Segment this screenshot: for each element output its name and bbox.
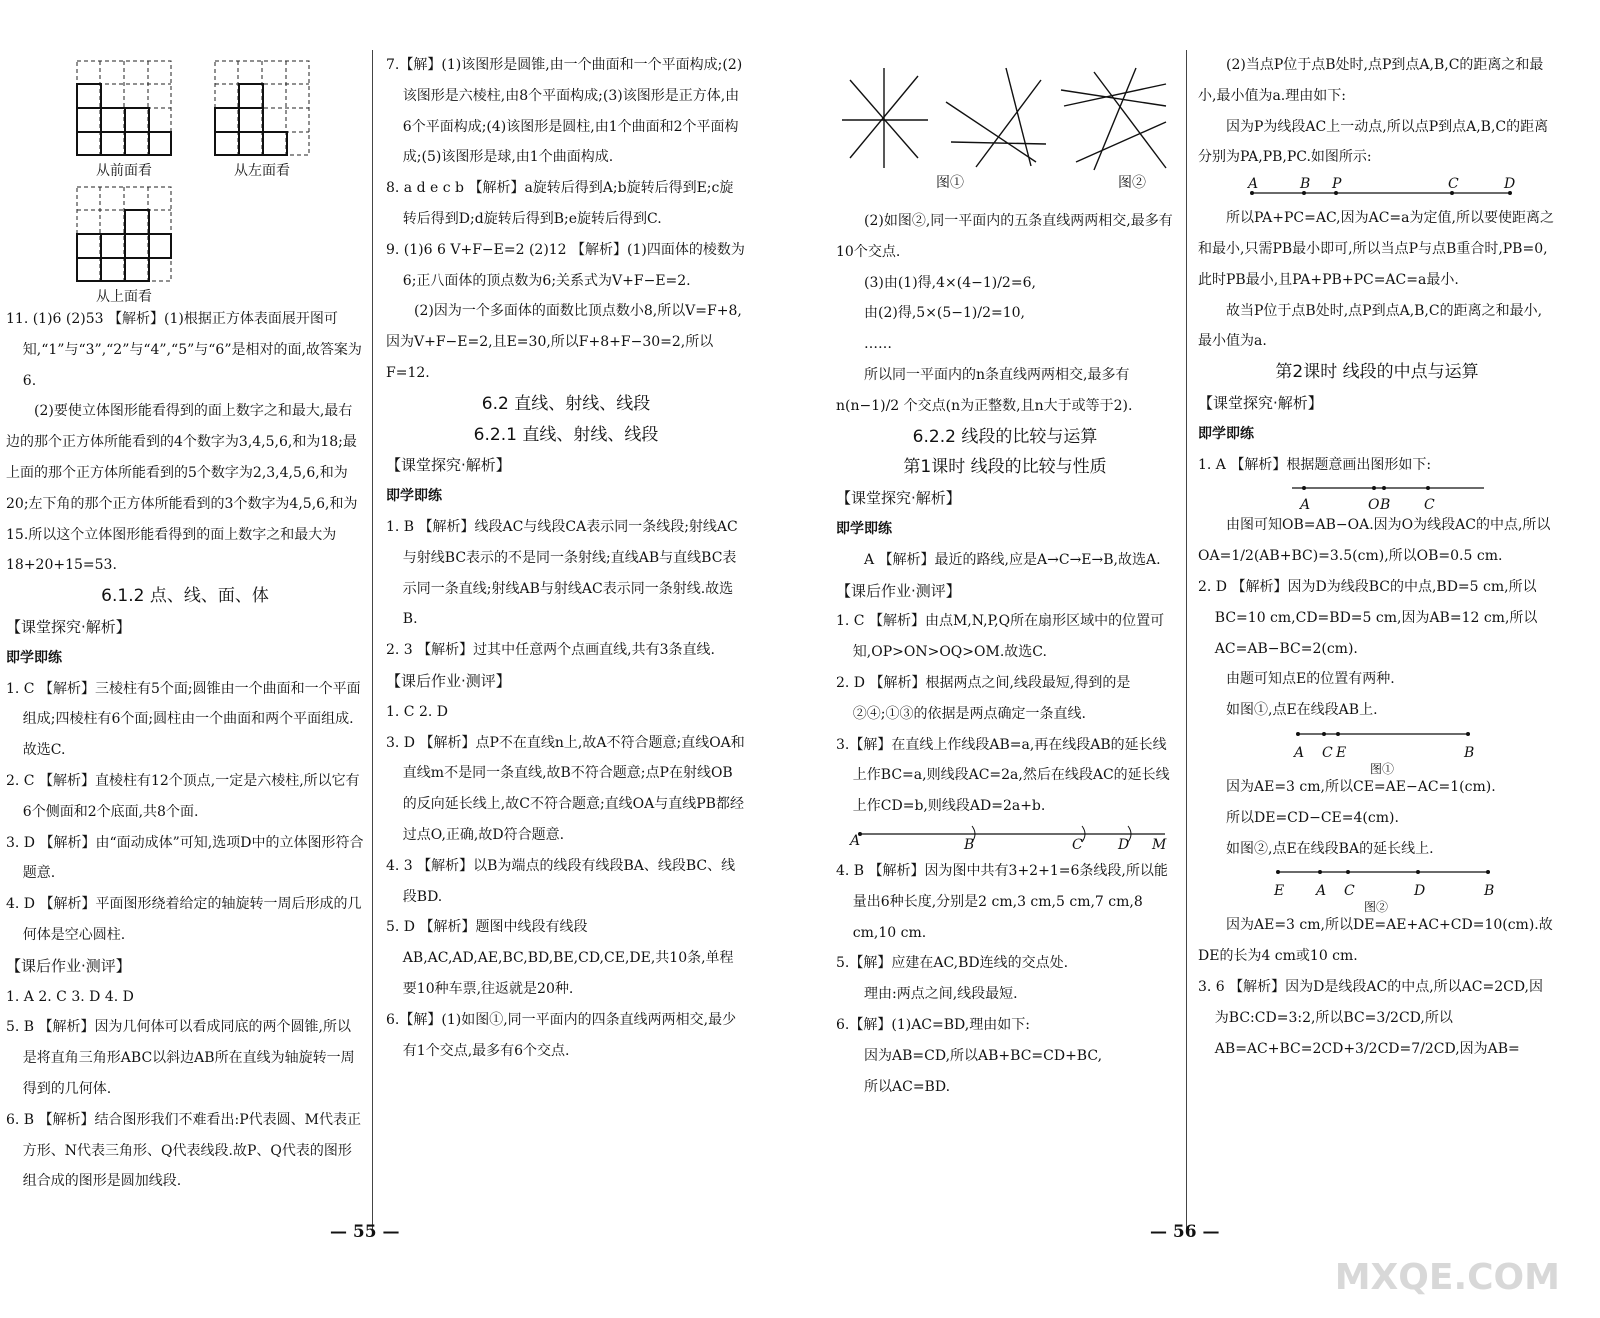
answer-6-part2-reason: 因为P为线段AC上一动点,所以点P到点A,B,C的距离分别为PA,PB,PC.如图所示:: [1198, 118, 1549, 166]
label-b: B: [1380, 497, 1391, 514]
fig2-caption: 图②: [1364, 900, 1389, 915]
segment-abcdm-svg: [850, 822, 1180, 852]
front-view-figure: [76, 60, 172, 180]
segment-abpcd: [1198, 173, 1556, 203]
answer-4: 4. D 【解析】平面图形绕着给定的轴旋转一周后形成的几何体是空心圆柱.: [6, 896, 362, 943]
label-b: B: [964, 836, 975, 853]
practice-heading: 即学即练: [836, 520, 892, 537]
watermark: MXQE.COM: [1334, 1257, 1560, 1298]
answer-6-conclusion: 所以同一平面内的n条直线两两相交,最多有 n(n−1)/2 个交点(n为正整数,且n大于或等于2).: [836, 366, 1133, 414]
page-number-56: — 56 —: [1150, 1222, 1220, 1242]
answer-6-part2: (2)如图②,同一平面内的五条直线两两相交,最多有10个交点.: [836, 213, 1173, 260]
page55-column-2: [386, 50, 746, 1066]
homework-answers: 1. A 2. C 3. D 4. D: [6, 988, 134, 1005]
label-c: C: [1322, 744, 1333, 761]
homework-answer-6-step: 因为AB=CD,所以AB+BC=CD+BC,: [864, 1047, 1103, 1064]
homework-answer-6: 6.【解】(1)如图①,同一平面内的四条直线两两相交,最少有1个交点,最多有6个交点.: [386, 1011, 737, 1059]
label-a: A: [1248, 176, 1259, 193]
page-number-55: — 55 —: [330, 1222, 400, 1242]
label-b: B: [1484, 883, 1495, 900]
answer-6-part3-b: 由(2)得,5×(5−1)/2=10,: [864, 305, 1026, 322]
top-view-grid: [76, 186, 172, 282]
homework-answer-6-result: 所以AC=BD.: [864, 1078, 951, 1095]
answer-6-part2-conclusion: 故当P位于点B处时,点P到点A,B,C的距离之和最小,最小值为a.: [1198, 302, 1543, 350]
label-a: A: [1316, 883, 1327, 900]
answer-8: 8. a d e c b 【解析】a旋转后得到A;b旋转后得到E;c旋转后得到D;d旋转后得到B;e旋转后得到C.: [386, 180, 734, 227]
segment-aceb-fig1: [1198, 726, 1556, 776]
intersecting-lines-svg: [836, 62, 1176, 174]
answer-6-part2: (2)当点P位于点B处时,点P到点A,B,C的距离之和最小,最小值为a.理由如下:: [1198, 57, 1544, 104]
label-b: B: [1300, 176, 1311, 193]
column-divider: [372, 50, 373, 1230]
segment-abpcd-svg: [1248, 187, 1528, 207]
label-a: A: [1294, 744, 1305, 761]
practice-answer-2: 2. D 【解析】因为D为线段BC的中点,BD=5 cm,所以BC=10 cm,CD=BD=5 cm,因为AB=12 cm,所以AC=AB−BC=2(cm).: [1198, 578, 1538, 657]
label-a: A: [1300, 497, 1311, 514]
page55-column-1: [6, 304, 364, 1197]
page56-column-4: [1198, 50, 1556, 1064]
practice-answer: A 【解析】最近的路线,应是A→C→E→B,故选A.: [864, 551, 1161, 568]
practice-answer-2-case1: 如图①,点E在线段AB上.: [1226, 702, 1378, 719]
answer-1: 1. B 【解析】线段AC与线段CA表示同一条线段;射线AC与射线BC表示的不是同一条射线;直线AB与直线BC表示同一条直线;射线AB与射线AC表示同一条射线.故选B.: [386, 518, 738, 628]
label-b: B: [1464, 744, 1475, 761]
practice-heading: 即学即练: [1198, 425, 1254, 442]
homework-answer-4: 4. 3 【解析】以B为端点的线段有线段BA、线段BC、线段BD.: [386, 857, 736, 905]
homework-answer-5: 5.【解】应建在AC,BD连线的交点处.: [836, 955, 1069, 972]
left-view-caption: 从左面看: [234, 163, 290, 179]
homework-heading: 【课后作业·测评】: [6, 956, 131, 975]
homework-answer-5: 5. D 【解析】题图中线段有线段AB,AC,AD,AE,BC,BD,BE,CD,CE,DE,共10条,单程要10种车票,往返就是20种.: [386, 919, 734, 997]
class-explore-heading: 【课堂探究·解析】: [6, 617, 131, 636]
segment-abcdm: [836, 822, 1174, 856]
label-d: D: [1504, 176, 1516, 193]
homework-answer-6: 6.【解】(1)AC=BD,理由如下:: [836, 1016, 1030, 1033]
label-o: O: [1368, 497, 1380, 514]
lesson-2-title: 第2课时 线段的中点与运算: [1275, 362, 1479, 383]
homework-answer-5: 5. B 【解析】因为几何体可以看成同底的两个圆锥,所以是将直角三角形ABC以斜边AB所在直线为轴旋转一周得到的几何体.: [6, 1019, 355, 1097]
answer-3: 3. D 【解析】由“面动成体”可知,选项D中的立体图形符合题意.: [6, 834, 364, 882]
practice-answer-1-proof: 由图可知OB=AB−OA.因为O为线段AC的中点,所以OA=1/2(AB+BC)=3.5(cm),所以OB=0.5 cm.: [1198, 517, 1551, 565]
class-explore-heading: 【课堂探究·解析】: [386, 456, 511, 475]
ellipsis: ……: [864, 336, 892, 353]
front-view-caption: 从前面看: [96, 163, 152, 179]
label-a: A: [850, 832, 861, 849]
practice-heading: 即学即练: [386, 488, 442, 505]
fig1-caption: 图①: [1370, 761, 1395, 776]
left-view-figure: [214, 60, 310, 180]
answer-7: 7.【解】(1)该图形是圆锥,由一个曲面和一个平面构成;(2)该图形是六棱柱,由8个平面构成;(3)该图形是正方体,由6个平面构成;(4)该图形是圆柱,由1个曲面和2个平面构成;(5)该图形是球,由1个曲面构成.: [386, 57, 743, 166]
answer-2: 2. C 【解析】直棱柱有12个顶点,一定是六棱柱,所以它有6个侧面和2个底面,共8个面.: [6, 772, 360, 820]
practice-answer-2-case2: 如图②,点E在线段BA的延长线上.: [1226, 840, 1434, 857]
segment-eacdb-svg: [1274, 866, 1504, 880]
label-c: C: [1072, 836, 1083, 853]
label-d: D: [1118, 836, 1130, 853]
answer-11-part2: (2)要使立体图形能看得到的面上数字之和最大,最右边的那个正方体所能看到的4个数字为3,4,5,6,和为18;最上面的那个正方体所能看到的5个数字为2,3,4,5,6,和为20;左下角的那个正方体所能看到的3个数字为4,5,6,和为15.所以这个立体图形能看得到的面上数字之和最大为18+20+15=53.: [6, 403, 358, 574]
homework-heading: 【课后作业·测评】: [836, 581, 961, 600]
segment-aceb-svg: [1294, 728, 1474, 742]
front-view-grid: [76, 60, 172, 156]
label-e: E: [1274, 883, 1285, 900]
lesson-1-title: 第1课时 线段的比较与性质: [903, 457, 1107, 478]
page56-column-3: [836, 206, 1174, 1102]
homework-answer-6: 6. B 【解析】结合图形我们不难看出:P代表圆、M代表正方形、N代表三角形、Q代表线段.故P、Q代表的图形组合成的图形是圆加线段.: [6, 1111, 362, 1190]
answer-6-part2-proof: 所以PA+PC=AC,因为AC=a为定值,所以要使距离之和最小,只需PB最小即可,所以当点P与点B重合时,PB=0,此时PB最小,且PA+PB+PC=AC=a最小.: [1198, 210, 1554, 288]
lines-figures: [836, 62, 1176, 191]
homework-answer-1: 1. C 【解析】由点M,N,P,Q所在扇形区域中的位置可知,OP>ON>OQ>OM.故选C.: [836, 613, 1165, 661]
answer-9: 9. (1)6 6 V+F−E=2 (2)12 【解析】(1)四面体的棱数为6;正八面体的顶点数为6;关系式为V+F−E=2.: [386, 241, 745, 289]
figure-2-caption: 图②: [1118, 175, 1146, 191]
practice-answer-2-case1-de: 所以DE=CD−CE=4(cm).: [1226, 809, 1399, 826]
answer-11: 11. (1)6 (2)53 【解析】(1)根据正方体表面展开图可知,“1”与“3”,“2”与“4”,“5”与“6”是相对的面,故答案为6.: [6, 311, 362, 389]
top-view-figure: [76, 186, 172, 306]
answer-6-part3-a: (3)由(1)得,4×(4−1)/2=6,: [864, 274, 1036, 291]
section-6-2-title: 6.2 直线、射线、线段: [481, 393, 651, 414]
label-e: E: [1336, 744, 1347, 761]
label-c: C: [1344, 883, 1355, 900]
label-m: M: [1152, 836, 1167, 853]
practice-answer-3: 3. 6 【解析】因为D是线段AC的中点,所以AC=2CD,因为BC:CD=3:2,所以BC=3/2CD,所以AB=AC+BC=2CD+3/2CD=7/2CD,因为AB=: [1198, 978, 1544, 1057]
class-explore-heading: 【课堂探究·解析】: [1198, 393, 1323, 412]
section-6-1-2-title: 6.1.2 点、线、面、体: [101, 586, 269, 607]
answer-2: 2. 3 【解析】过其中任意两个点画直线,共有3条直线.: [386, 642, 715, 659]
top-view-caption: 从上面看: [96, 289, 152, 305]
practice-answer-1: 1. A 【解析】根据题意画出图形如下:: [1198, 456, 1432, 473]
homework-answers: 1. C 2. D: [386, 703, 449, 720]
label-d: D: [1414, 883, 1426, 900]
label-c: C: [1448, 176, 1459, 193]
answer-9-part2: (2)因为一个多面体的面数比顶点数小8,所以V=F+8,因为V+F−E=2,且E=30,所以F+8+F−30=2,所以F=12.: [386, 303, 742, 381]
homework-answer-2: 2. D 【解析】根据两点之间,线段最短,得到的是②④;①③的依据是两点确定一条直线.: [836, 674, 1131, 722]
practice-answer-2-case1-ce: 因为AE=3 cm,所以CE=AE−AC=1(cm).: [1226, 778, 1496, 795]
practice-answer-2-cases: 由题可知点E的位置有两种.: [1226, 671, 1395, 688]
homework-answer-3: 3.【解】在直线上作线段AB=a,再在线段AB的延长线上作BC=a,则线段AC=2a,然后在线段AC的延长线上作CD=b,则线段AD=2a+b.: [836, 736, 1170, 815]
practice-answer-2-case2-de: 因为AE=3 cm,所以DE=AE+AC+CD=10(cm).故DE的长为4 cm或10 cm.: [1198, 917, 1553, 965]
homework-answer-5-reason: 理由:两点之间,线段最短.: [864, 986, 1018, 1003]
figure-1-caption: 图①: [936, 175, 964, 191]
homework-answer-3: 3. D 【解析】点P不在直线n上,故A不符合题意;直线OA和直线m不是同一条直线,故B不符合题意;点P在射线OB的反向延长线上,故C不符合题意;直线OA与直线PB都经过点O,正确,故D符合题意.: [386, 734, 745, 843]
left-view-grid: [214, 60, 310, 156]
homework-heading: 【课后作业·测评】: [386, 671, 511, 690]
answer-1: 1. C 【解析】三棱柱有5个面;圆锥由一个曲面和一个平面组成;四棱柱有6个面;圆柱由一个曲面和两个平面组成.故选C.: [6, 680, 361, 759]
segment-eacdb-fig2: [1198, 864, 1556, 915]
column-divider: [1186, 50, 1187, 1230]
practice-heading: 即学即练: [6, 649, 62, 666]
class-explore-heading: 【课堂探究·解析】: [836, 489, 961, 508]
section-6-2-1-title: 6.2.1 直线、射线、线段: [473, 424, 659, 445]
section-6-2-2-title: 6.2.2 线段的比较与运算: [912, 426, 1098, 447]
label-c: C: [1424, 497, 1435, 514]
homework-answer-4: 4. B 【解析】因为图中共有3+2+1=6条线段,所以能量出6种长度,分别是2 cm,3 cm,5 cm,7 cm,8 cm,10 cm.: [836, 862, 1168, 941]
label-p: P: [1332, 176, 1342, 193]
segment-aobc: [1198, 480, 1556, 514]
